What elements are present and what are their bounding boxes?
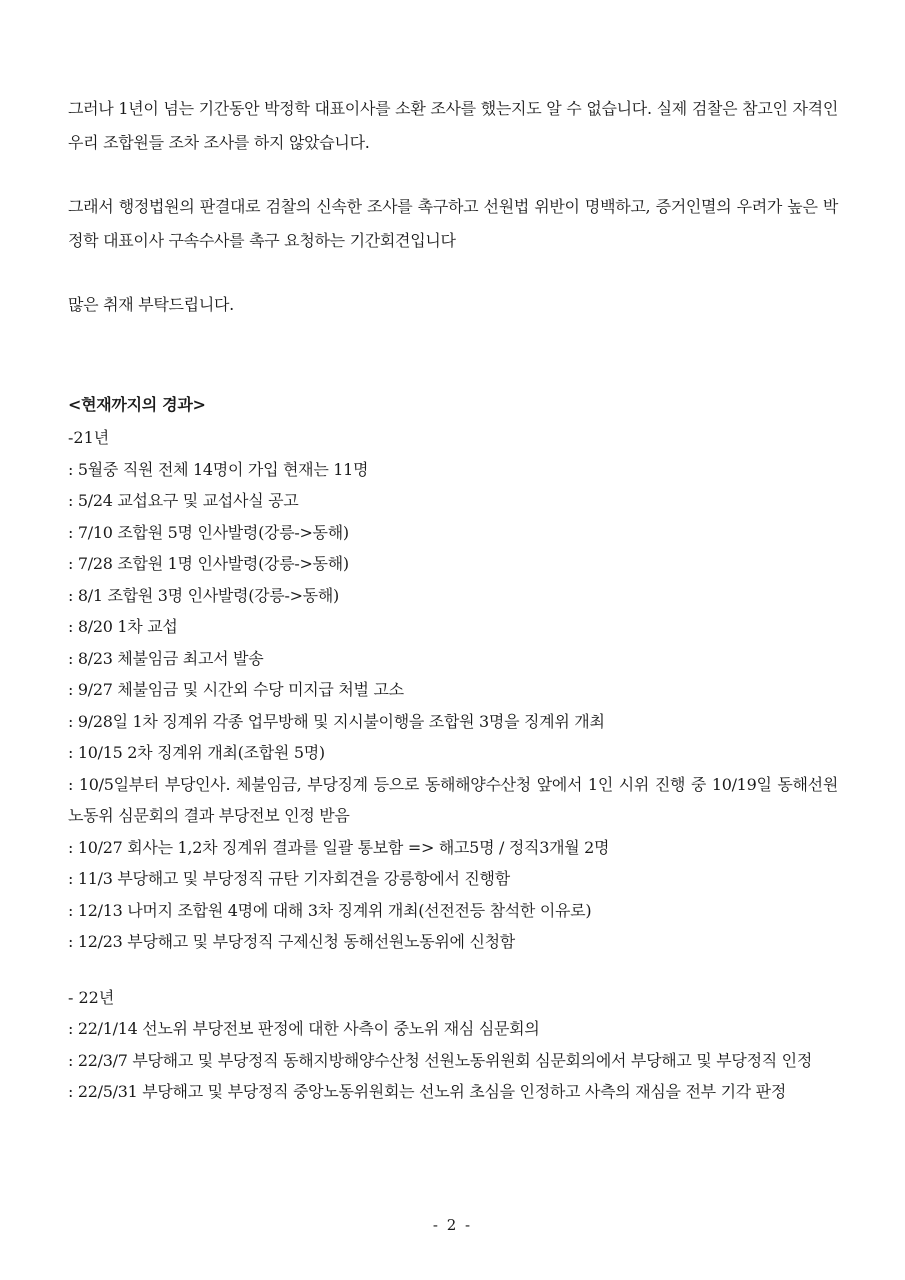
history-item: : 5/24 교섭요구 및 교섭사실 공고	[68, 491, 299, 510]
intro-paragraph-1: 그러나 1년이 넘는 기간동안 박정학 대표이사를 소환 조사를 했는지도 알 수 없습니다. 실제 검찰은 참고인 자격인 우리 조합원들 조차 조사를 하지 않았습니다.	[68, 99, 838, 152]
history-item: : 5월중 직원 전체 14명이 가입 현재는 11명	[68, 459, 369, 479]
history-item: : 9/28일 1차 징계위 각종 업무방해 및 지시불이행을 조합원 3명을 징계위 개최	[68, 711, 605, 731]
history-item: : 10/27 회사는 1,2차 징계위 결과를 일괄 통보함 => 해고5명 / 정직3개월 2명	[68, 837, 610, 857]
page-number: - 2 -	[432, 1216, 473, 1234]
year-label-2021: -21년	[68, 428, 110, 447]
history-item: : 22/5/31 부당해고 및 부당정직 중앙노동위원회는 선노위 초심을 인정하고 사측의 재심을 전부 기각 판정	[68, 1082, 786, 1101]
history-item: : 22/1/14 선노위 부당전보 판정에 대한 사측이 중노위 재심 심문회의	[68, 1019, 540, 1038]
document-page	[68, 92, 838, 1108]
history-item: : 12/13 나머지 조합원 4명에 대해 3차 징계위 개최(선전전등 참석한 이유로)	[68, 900, 592, 920]
history-item: : 7/10 조합원 5명 인사발령(강릉->동해)	[68, 522, 349, 542]
history-item: : 10/5일부터 부당인사. 체불임금, 부당징계 등으로 동해해양수산청 앞에서 1인 시위 진행 중 10/19일 동해선원노동위 심문회의 결과 부당전보 인정 받음	[68, 774, 838, 825]
year-label-2022: - 22년	[68, 987, 115, 1007]
intro-paragraph-3: 많은 취재 부탁드립니다.	[68, 295, 234, 314]
history-item: : 22/3/7 부당해고 및 부당정직 동해지방해양수산청 선원노동위원회 심문회의에서 부당해고 및 부당정직 인정	[68, 1050, 812, 1070]
history-item: : 7/28 조합원 1명 인사발령(강릉->동해)	[68, 554, 349, 573]
history-item: : 10/15 2차 징계위 개최(조합원 5명)	[68, 743, 325, 762]
history-heading: <현재까지의 경과>	[68, 395, 206, 414]
history-item: : 11/3 부당해고 및 부당정직 규탄 기자회견을 강릉항에서 진행함	[68, 869, 510, 888]
history-item: : 12/23 부당해고 및 부당정직 구제신청 동해선원노동위에 신청함	[68, 932, 515, 951]
history-item: : 9/27 체불임금 및 시간외 수당 미지급 처벌 고소	[68, 680, 404, 699]
history-item: : 8/1 조합원 3명 인사발령(강릉->동해)	[68, 585, 339, 605]
history-item: : 8/20 1차 교섭	[68, 617, 178, 636]
intro-paragraph-2: 그래서 행정법원의 판결대로 검찰의 신속한 조사를 촉구하고 선원법 위반이 명백하고, 증거인멸의 우려가 높은 박정학 대표이사 구속수사를 촉구 요청하는 기간회견입니다	[68, 197, 838, 250]
history-item: : 8/23 체불임금 최고서 발송	[68, 648, 264, 668]
